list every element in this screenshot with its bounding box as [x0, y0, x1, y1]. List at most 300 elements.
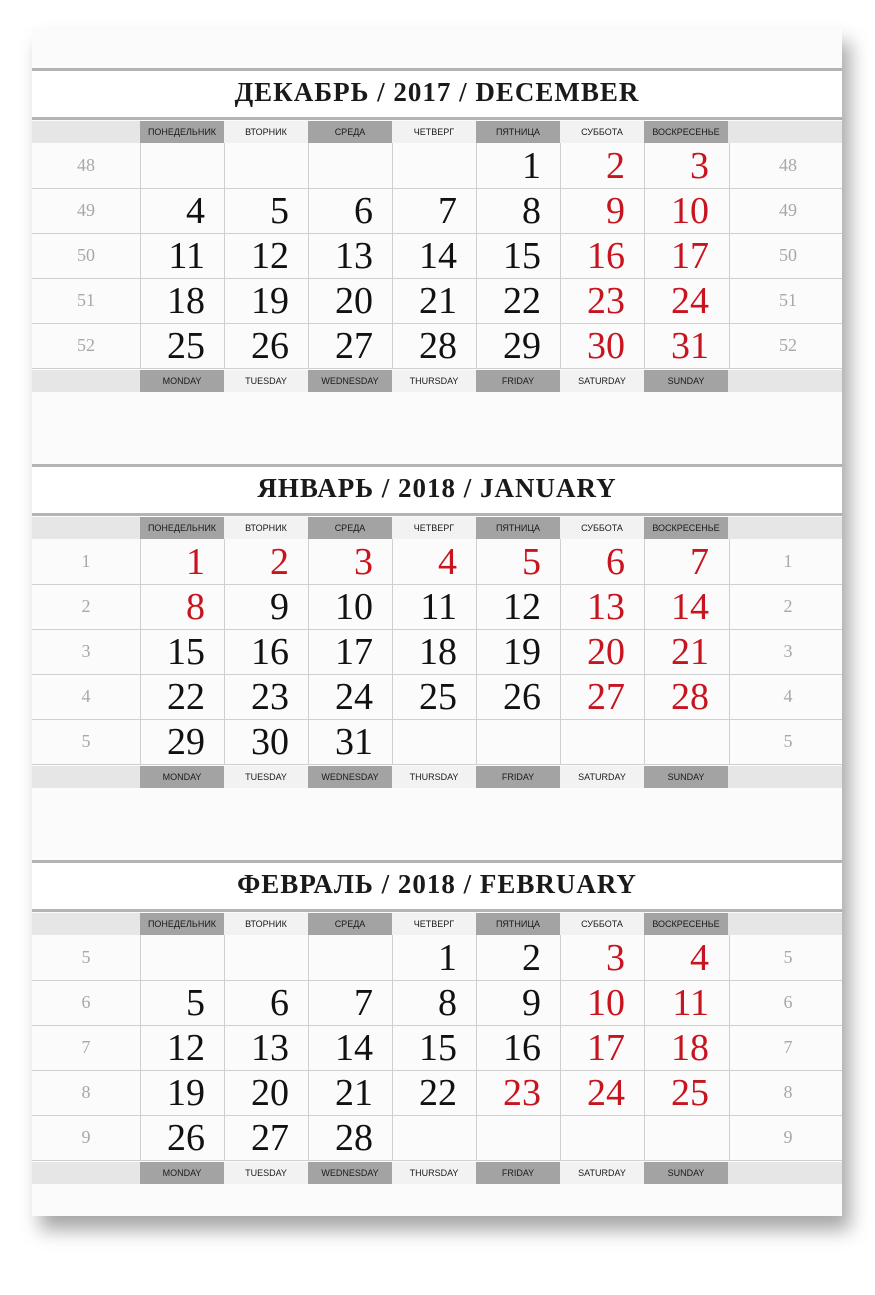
- day-number: 12: [167, 1027, 205, 1069]
- day-cell: [140, 1070, 225, 1115]
- day-number: 24: [671, 280, 709, 322]
- weekday-label-ru: СРЕДА: [308, 517, 392, 539]
- day-cell: [224, 980, 309, 1025]
- day-cell: [140, 233, 225, 278]
- day-cell: [224, 629, 309, 674]
- weekday-label-ru: ПЯТНИЦА: [476, 913, 560, 935]
- week-number-left: 3: [81, 641, 91, 661]
- weekday-label-en: MONDAY: [140, 766, 224, 788]
- day-cell: [476, 278, 561, 323]
- day-cell: [476, 935, 561, 980]
- weekday-label-en: SATURDAY: [560, 1162, 644, 1184]
- day-cell: [560, 719, 645, 764]
- day-cell: [224, 323, 309, 368]
- day-cell: [560, 629, 645, 674]
- weekday-label-en: WEDNESDAY: [308, 1162, 392, 1184]
- day-number: 11: [168, 235, 205, 277]
- weekday-header-ru: [32, 517, 842, 539]
- day-number: 9: [606, 190, 625, 232]
- day-number: 25: [671, 1072, 709, 1114]
- day-number: 15: [167, 631, 205, 673]
- day-number: 30: [587, 325, 625, 367]
- day-cell: [560, 188, 645, 233]
- week-row: [32, 584, 842, 630]
- day-number: 27: [587, 676, 625, 718]
- week-row: [32, 935, 842, 981]
- day-number: 18: [167, 280, 205, 322]
- week-number-left: 6: [81, 992, 91, 1012]
- week-number-left: 9: [81, 1127, 91, 1147]
- week-number-left: 49: [77, 200, 95, 220]
- day-cell: [140, 143, 225, 188]
- day-cell: [644, 980, 730, 1025]
- day-number: 28: [671, 676, 709, 718]
- day-cell: [308, 584, 393, 629]
- week-row: [32, 323, 842, 369]
- weekday-label-en: SATURDAY: [560, 370, 644, 392]
- week-number-right: 5: [783, 731, 793, 751]
- day-cell: [644, 1115, 730, 1160]
- day-number: 2: [270, 541, 289, 583]
- day-cell: [644, 1070, 730, 1115]
- day-number: 18: [671, 1027, 709, 1069]
- day-number: 16: [503, 1027, 541, 1069]
- day-number: 23: [503, 1072, 541, 1114]
- day-number: 14: [419, 235, 457, 277]
- day-number: 15: [419, 1027, 457, 1069]
- weekday-label-en: SUNDAY: [644, 766, 728, 788]
- week-row: [32, 188, 842, 234]
- day-number: 1: [522, 145, 541, 187]
- day-cell: [560, 1025, 645, 1070]
- weekday-label-en: SATURDAY: [560, 766, 644, 788]
- week-number-left: 8: [81, 1082, 91, 1102]
- day-number: 13: [251, 1027, 289, 1069]
- day-number: 11: [672, 982, 709, 1024]
- week-number-right: 2: [783, 596, 793, 616]
- day-number: 2: [606, 145, 625, 187]
- day-cell: [392, 1070, 477, 1115]
- weekday-label-ru: ВОСКРЕСЕНЬЕ: [644, 121, 728, 143]
- week-number-right: 3: [783, 641, 793, 661]
- weekday-label-ru: ПОНЕДЕЛЬНИК: [140, 913, 224, 935]
- day-number: 3: [354, 541, 373, 583]
- day-number: 17: [335, 631, 373, 673]
- day-cell: [560, 539, 645, 584]
- week-row: [32, 278, 842, 324]
- day-number: 17: [671, 235, 709, 277]
- weekday-label-ru: СРЕДА: [308, 913, 392, 935]
- day-number: 12: [251, 235, 289, 277]
- weekday-label-ru: ВТОРНИК: [224, 517, 308, 539]
- day-cell: [140, 980, 225, 1025]
- week-number-right: 7: [783, 1037, 793, 1057]
- day-cell: [560, 143, 645, 188]
- day-number: 31: [671, 325, 709, 367]
- day-cell: [392, 935, 477, 980]
- day-number: 22: [167, 676, 205, 718]
- day-cell: [476, 674, 561, 719]
- day-number: 8: [522, 190, 541, 232]
- week-number-left: 48: [77, 155, 95, 175]
- week-row: [32, 980, 842, 1026]
- weekday-label-ru: ПЯТНИЦА: [476, 517, 560, 539]
- day-cell: [392, 539, 477, 584]
- day-number: 10: [335, 586, 373, 628]
- weekday-label-en: THURSDAY: [392, 1162, 476, 1184]
- month-title: ЯНВАРЬ / 2018 / JANUARY: [257, 473, 617, 503]
- week-number-left: 50: [77, 245, 95, 265]
- day-number: 1: [186, 541, 205, 583]
- day-cell: [476, 143, 561, 188]
- day-cell: [560, 1070, 645, 1115]
- week-row: [32, 143, 842, 189]
- week-row: [32, 1115, 842, 1161]
- week-number-right: 50: [779, 245, 797, 265]
- month-block: [32, 820, 842, 1178]
- day-cell: [560, 935, 645, 980]
- day-cell: [392, 278, 477, 323]
- day-cell: [308, 233, 393, 278]
- day-cell: [140, 629, 225, 674]
- day-cell: [392, 323, 477, 368]
- day-cell: [224, 1115, 309, 1160]
- week-row: [32, 1025, 842, 1071]
- day-cell: [224, 539, 309, 584]
- days-grid: [32, 539, 842, 766]
- weekday-label-ru: СУББОТА: [560, 913, 644, 935]
- weekday-label-en: SUNDAY: [644, 1162, 728, 1184]
- day-cell: [644, 143, 730, 188]
- weekday-footer-en: [32, 1162, 842, 1184]
- month-header: [32, 464, 842, 516]
- weekday-label-ru: ЧЕТВЕРГ: [392, 121, 476, 143]
- day-cell: [224, 188, 309, 233]
- day-number: 14: [335, 1027, 373, 1069]
- calendar-sheet: [32, 28, 842, 1216]
- weekday-footer-en: [32, 766, 842, 788]
- month-block: [32, 28, 842, 386]
- day-cell: [392, 188, 477, 233]
- day-number: 25: [167, 325, 205, 367]
- day-cell: [644, 584, 730, 629]
- day-cell: [224, 233, 309, 278]
- week-row: [32, 674, 842, 720]
- day-cell: [140, 278, 225, 323]
- day-cell: [308, 539, 393, 584]
- day-cell: [476, 188, 561, 233]
- month-header: [32, 68, 842, 120]
- day-cell: [476, 323, 561, 368]
- day-cell: [560, 674, 645, 719]
- day-number: 28: [419, 325, 457, 367]
- day-cell: [140, 935, 225, 980]
- day-cell: [644, 1025, 730, 1070]
- day-number: 10: [671, 190, 709, 232]
- day-cell: [392, 1115, 477, 1160]
- day-cell: [644, 188, 730, 233]
- day-cell: [476, 1115, 561, 1160]
- day-number: 6: [606, 541, 625, 583]
- week-number-right: 6: [783, 992, 793, 1012]
- day-cell: [644, 629, 730, 674]
- week-row: [32, 1070, 842, 1116]
- day-number: 6: [354, 190, 373, 232]
- weekday-label-en: SUNDAY: [644, 370, 728, 392]
- day-number: 25: [419, 676, 457, 718]
- day-number: 29: [167, 721, 205, 763]
- day-cell: [140, 323, 225, 368]
- day-cell: [560, 980, 645, 1025]
- day-number: 22: [419, 1072, 457, 1114]
- day-cell: [560, 584, 645, 629]
- day-cell: [644, 539, 730, 584]
- week-number-right: 5: [783, 947, 793, 967]
- day-cell: [308, 1070, 393, 1115]
- day-number: 17: [587, 1027, 625, 1069]
- week-number-right: 8: [783, 1082, 793, 1102]
- weekday-label-ru: ПОНЕДЕЛЬНИК: [140, 517, 224, 539]
- weekday-label-ru: СРЕДА: [308, 121, 392, 143]
- day-cell: [140, 1025, 225, 1070]
- day-number: 4: [186, 190, 205, 232]
- day-cell: [224, 1025, 309, 1070]
- day-cell: [644, 233, 730, 278]
- day-cell: [476, 719, 561, 764]
- week-number-left: 51: [77, 290, 95, 310]
- day-number: 5: [270, 190, 289, 232]
- day-number: 4: [438, 541, 457, 583]
- weekday-label-ru: ЧЕТВЕРГ: [392, 517, 476, 539]
- day-number: 21: [419, 280, 457, 322]
- weekday-label-ru: ВТОРНИК: [224, 913, 308, 935]
- day-cell: [308, 1025, 393, 1070]
- day-cell: [308, 719, 393, 764]
- day-cell: [560, 323, 645, 368]
- week-number-left: 52: [77, 335, 95, 355]
- week-number-left: 5: [81, 731, 91, 751]
- week-number-left: 5: [81, 947, 91, 967]
- day-number: 16: [251, 631, 289, 673]
- day-number: 22: [503, 280, 541, 322]
- day-number: 29: [503, 325, 541, 367]
- day-cell: [392, 233, 477, 278]
- day-cell: [224, 674, 309, 719]
- month-block: [32, 424, 842, 782]
- day-cell: [140, 539, 225, 584]
- week-number-right: 9: [783, 1127, 793, 1147]
- weekday-label-en: FRIDAY: [476, 370, 560, 392]
- day-cell: [308, 674, 393, 719]
- day-cell: [392, 629, 477, 674]
- day-number: 21: [671, 631, 709, 673]
- weekday-label-ru: ЧЕТВЕРГ: [392, 913, 476, 935]
- day-cell: [224, 719, 309, 764]
- day-number: 7: [438, 190, 457, 232]
- day-cell: [308, 629, 393, 674]
- day-number: 3: [690, 145, 709, 187]
- weekday-label-ru: ВТОРНИК: [224, 121, 308, 143]
- day-number: 12: [503, 586, 541, 628]
- day-number: 16: [587, 235, 625, 277]
- day-number: 18: [419, 631, 457, 673]
- day-cell: [140, 719, 225, 764]
- day-cell: [476, 980, 561, 1025]
- week-row: [32, 539, 842, 585]
- weekday-header-ru: [32, 913, 842, 935]
- day-cell: [392, 719, 477, 764]
- day-number: 26: [167, 1117, 205, 1159]
- weekday-label-en: TUESDAY: [224, 1162, 308, 1184]
- day-cell: [476, 233, 561, 278]
- day-number: 9: [522, 982, 541, 1024]
- day-number: 24: [335, 676, 373, 718]
- day-number: 19: [503, 631, 541, 673]
- day-cell: [308, 188, 393, 233]
- weekday-label-en: FRIDAY: [476, 1162, 560, 1184]
- weekday-header-ru: [32, 121, 842, 143]
- week-number-right: 51: [779, 290, 797, 310]
- weekday-label-en: MONDAY: [140, 370, 224, 392]
- day-number: 4: [690, 937, 709, 979]
- day-cell: [644, 935, 730, 980]
- day-number: 7: [354, 982, 373, 1024]
- weekday-label-en: FRIDAY: [476, 766, 560, 788]
- day-number: 15: [503, 235, 541, 277]
- day-cell: [392, 584, 477, 629]
- day-number: 8: [438, 982, 457, 1024]
- day-number: 13: [335, 235, 373, 277]
- day-cell: [308, 143, 393, 188]
- day-cell: [224, 278, 309, 323]
- day-cell: [224, 143, 309, 188]
- day-number: 10: [587, 982, 625, 1024]
- day-cell: [224, 584, 309, 629]
- day-cell: [644, 323, 730, 368]
- day-number: 24: [587, 1072, 625, 1114]
- day-number: 28: [335, 1117, 373, 1159]
- weekday-label-en: TUESDAY: [224, 766, 308, 788]
- day-cell: [308, 323, 393, 368]
- day-number: 9: [270, 586, 289, 628]
- day-number: 5: [522, 541, 541, 583]
- day-cell: [140, 674, 225, 719]
- weekday-label-en: THURSDAY: [392, 370, 476, 392]
- weekday-label-ru: ВОСКРЕСЕНЬЕ: [644, 913, 728, 935]
- day-number: 20: [335, 280, 373, 322]
- day-number: 2: [522, 937, 541, 979]
- day-number: 6: [270, 982, 289, 1024]
- weekday-label-ru: ПЯТНИЦА: [476, 121, 560, 143]
- week-number-right: 52: [779, 335, 797, 355]
- day-cell: [476, 539, 561, 584]
- weekday-label-ru: ВОСКРЕСЕНЬЕ: [644, 517, 728, 539]
- month-title: ДЕКАБРЬ / 2017 / DECEMBER: [234, 77, 640, 107]
- day-cell: [560, 233, 645, 278]
- day-cell: [392, 980, 477, 1025]
- week-number-right: 4: [783, 686, 793, 706]
- weekday-label-ru: СУББОТА: [560, 517, 644, 539]
- day-number: 27: [335, 325, 373, 367]
- day-cell: [560, 1115, 645, 1160]
- day-number: 7: [690, 541, 709, 583]
- week-number-left: 1: [81, 551, 91, 571]
- days-grid: [32, 935, 842, 1162]
- day-cell: [476, 1025, 561, 1070]
- weekday-label-en: WEDNESDAY: [308, 370, 392, 392]
- day-number: 21: [335, 1072, 373, 1114]
- week-number-right: 49: [779, 200, 797, 220]
- day-cell: [476, 584, 561, 629]
- day-number: 20: [587, 631, 625, 673]
- week-number-right: 1: [783, 551, 793, 571]
- day-cell: [644, 278, 730, 323]
- day-cell: [140, 1115, 225, 1160]
- weekday-label-en: MONDAY: [140, 1162, 224, 1184]
- day-number: 31: [335, 721, 373, 763]
- week-number-left: 4: [81, 686, 91, 706]
- week-row: [32, 719, 842, 765]
- day-number: 27: [251, 1117, 289, 1159]
- weekday-footer-en: [32, 370, 842, 392]
- day-cell: [140, 188, 225, 233]
- week-number-right: 48: [779, 155, 797, 175]
- day-number: 5: [186, 982, 205, 1024]
- week-row: [32, 629, 842, 675]
- day-number: 26: [503, 676, 541, 718]
- day-number: 3: [606, 937, 625, 979]
- month-header: [32, 860, 842, 912]
- day-cell: [644, 719, 730, 764]
- weekday-label-en: TUESDAY: [224, 370, 308, 392]
- week-number-left: 7: [81, 1037, 91, 1057]
- day-number: 20: [251, 1072, 289, 1114]
- day-cell: [140, 584, 225, 629]
- day-number: 26: [251, 325, 289, 367]
- month-title: ФЕВРАЛЬ / 2018 / FEBRUARY: [237, 869, 637, 899]
- day-cell: [392, 674, 477, 719]
- week-row: [32, 233, 842, 279]
- day-number: 8: [186, 586, 205, 628]
- day-number: 11: [420, 586, 457, 628]
- day-number: 30: [251, 721, 289, 763]
- day-number: 19: [167, 1072, 205, 1114]
- days-grid: [32, 143, 842, 370]
- day-cell: [392, 1025, 477, 1070]
- day-number: 1: [438, 937, 457, 979]
- day-cell: [224, 1070, 309, 1115]
- day-cell: [644, 674, 730, 719]
- day-cell: [476, 629, 561, 674]
- day-cell: [392, 143, 477, 188]
- day-number: 14: [671, 586, 709, 628]
- day-cell: [308, 278, 393, 323]
- weekday-label-en: WEDNESDAY: [308, 766, 392, 788]
- day-number: 13: [587, 586, 625, 628]
- week-number-left: 2: [81, 596, 91, 616]
- day-cell: [308, 1115, 393, 1160]
- day-cell: [308, 935, 393, 980]
- day-number: 23: [251, 676, 289, 718]
- weekday-label-ru: ПОНЕДЕЛЬНИК: [140, 121, 224, 143]
- day-cell: [224, 935, 309, 980]
- weekday-label-ru: СУББОТА: [560, 121, 644, 143]
- day-cell: [560, 278, 645, 323]
- day-number: 19: [251, 280, 289, 322]
- weekday-label-en: THURSDAY: [392, 766, 476, 788]
- day-number: 23: [587, 280, 625, 322]
- day-cell: [308, 980, 393, 1025]
